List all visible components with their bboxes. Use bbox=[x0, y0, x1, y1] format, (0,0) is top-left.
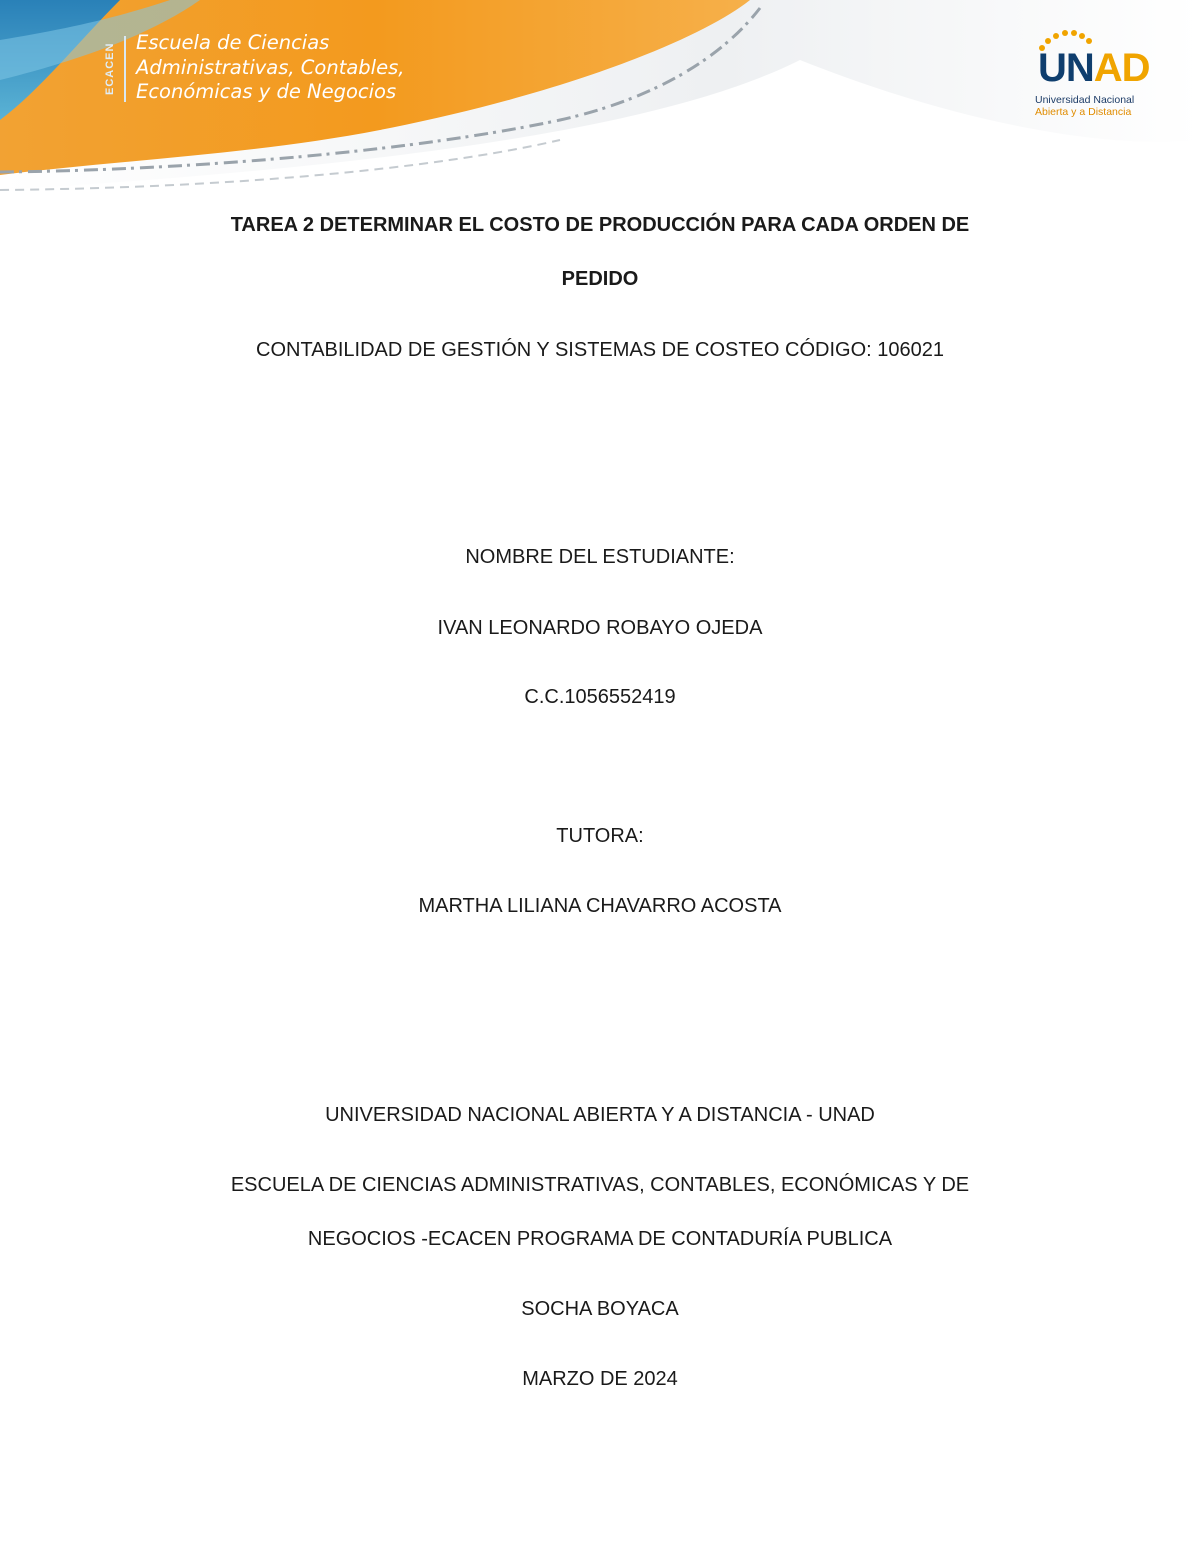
logo-subtitle-line-1: Universidad Nacional bbox=[1035, 94, 1135, 106]
place: SOCHA BOYACA bbox=[521, 1298, 679, 1320]
school-name-line-2: Administrativas, Contables, bbox=[136, 55, 405, 79]
logo-letter-u: U bbox=[1038, 46, 1066, 90]
ecacen-side-label: ECACEN bbox=[104, 42, 116, 96]
tutor-name: MARTHA LILIANA CHAVARRO ACOSTA bbox=[418, 895, 782, 917]
document-title-line-1: TAREA 2 DETERMINAR EL COSTO DE PRODUCCIÓN PARA CADA ORDEN DE bbox=[230, 214, 970, 236]
student-label: NOMBRE DEL ESTUDIANTE: bbox=[465, 546, 735, 568]
student-name: IVAN LEONARDO ROBAYO OJEDA bbox=[437, 617, 763, 639]
logo-letter-n: N bbox=[1065, 46, 1094, 90]
school-name-line-1: Escuela de Ciencias bbox=[136, 31, 330, 54]
university-name: UNIVERSIDAD NACIONAL ABIERTA Y A DISTANCIA - UNAD bbox=[325, 1104, 875, 1126]
logo-subtitle bbox=[1035, 94, 1134, 118]
logo-subtitle-line-2: Abierta y a Distancia bbox=[1035, 106, 1132, 118]
document-title-line-2: PEDIDO bbox=[561, 268, 639, 290]
school-line-1: ESCUELA DE CIENCIAS ADMINISTRATIVAS, CONTABLES, ECONÓMICAS Y DE bbox=[230, 1174, 970, 1196]
school-divider bbox=[124, 36, 126, 102]
tutor-label: TUTORA: bbox=[556, 825, 644, 847]
student-id: C.C.1056552419 bbox=[524, 686, 676, 708]
date: MARZO DE 2024 bbox=[522, 1368, 678, 1390]
course-name: CONTABILIDAD DE GESTIÓN Y SISTEMAS DE COSTEO CÓDIGO: 106021 bbox=[256, 339, 944, 361]
logo-letters-ad: AD bbox=[1093, 46, 1150, 90]
school-name bbox=[136, 31, 404, 105]
school-name-line-3: Económicas y de Negocios bbox=[136, 80, 397, 103]
logo-wordmark bbox=[1038, 46, 1150, 90]
unad-logo bbox=[1030, 30, 1165, 125]
school-line-2: NEGOCIOS -ECACEN PROGRAMA DE CONTADURÍA PUBLICA bbox=[307, 1228, 893, 1250]
